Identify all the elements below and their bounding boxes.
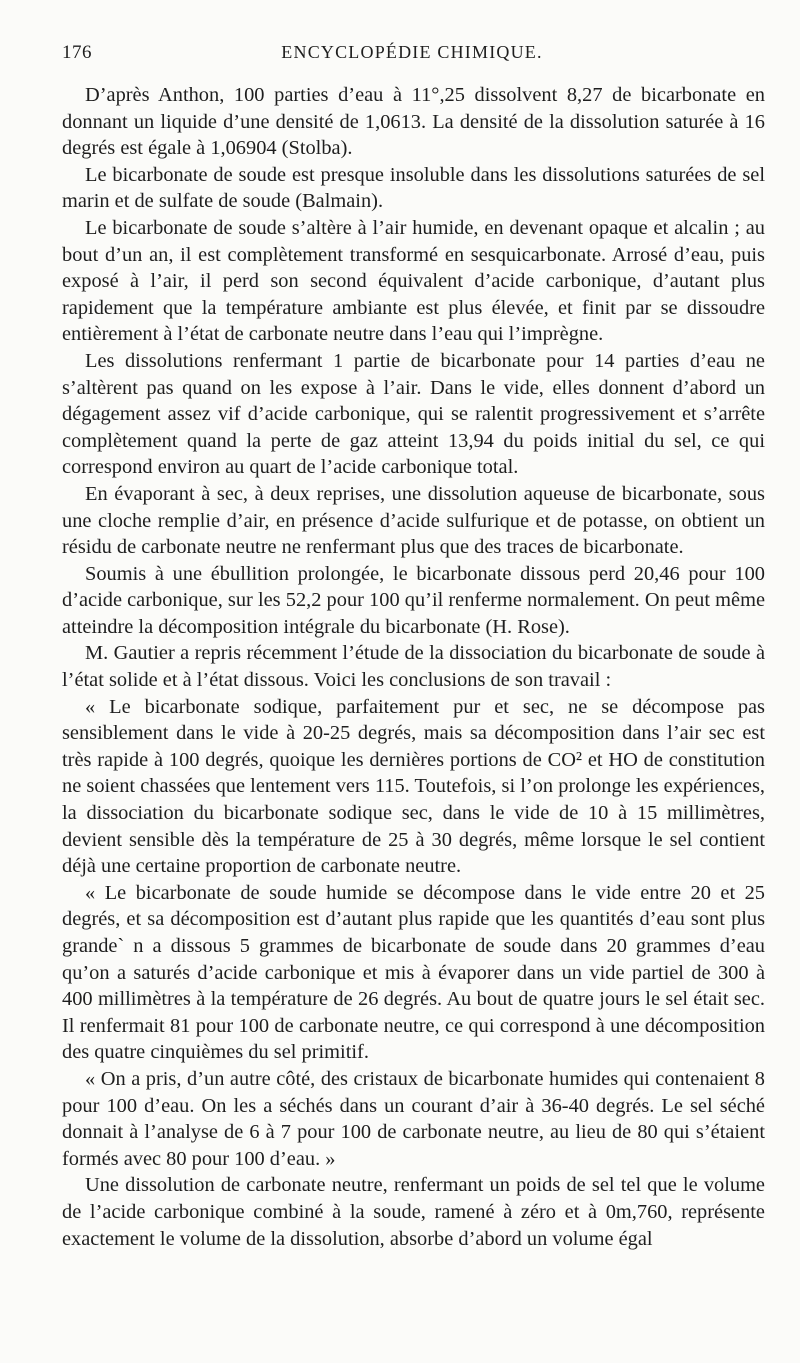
paragraph: « Le bicarbonate sodique, parfaitement pur et sec, ne se décompose pas sensiblement dans le vide à 20-25 degrés, mais sa décomposition dans l’air sec est très rapide à 100 degrés, quoique les dernières portions de CO² et HO de constitution ne soient chassées que lentement vers 115. Toutefois, si l’on prolonge les expériences, la dissociation du bicarbonate sodique sec, dans le vide de 10 à 15 millimètres, devient sensible dès la température de 25 à 30 degrés, même lorsque le sel contient déjà une certaine proportion de carbonate neutre. bbox=[62, 695, 765, 878]
body-text bbox=[62, 82, 765, 1252]
paragraph: Le bicarbonate de soude s’altère à l’air humide, en devenant opaque et alcalin ; au bout d’un an, il est complètement transformé en sesquicarbonate. Arrosé d’eau, puis exposé à l’air, il perd son second équivalent d’acide carbonique, d’autant plus rapidement que la température ambiante est plus élevée, et finit par se dissoudre entièrement à l’état de carbonate neutre dans l’eau qui l’imprègne. bbox=[62, 216, 765, 346]
paragraph: En évaporant à sec, à deux reprises, une dissolution aqueuse de bicarbonate, sous une cloche remplie d’air, en présence d’acide sulfurique et de potasse, on obtient un résidu de carbonate neutre ne renfermant plus que des traces de bicarbonate. bbox=[62, 482, 765, 559]
paragraph: Une dissolution de carbonate neutre, renfermant un poids de sel tel que le volume de l’acide carbonique combiné à la soude, ramené à zéro et à 0m,760, représente exactement le volume de la dissolution, absorbe d’abord un volume égal bbox=[62, 1174, 765, 1250]
page-header bbox=[62, 42, 762, 68]
paragraph: M. Gautier a repris récemment l’étude de la dissociation du bicarbonate de soude à l’état solide et à l’état dissous. Voici les conclusions de son travail : bbox=[62, 642, 765, 692]
paragraph: D’après Anthon, 100 parties d’eau à 11°,25 dissolvent 8,27 de bicarbonate en donnant un liquide d’une densité de 1,0613. La densité de la dissolution saturée à 16 degrés est égale à 1,06904 (Stolba). bbox=[62, 84, 765, 160]
paragraph: « Le bicarbonate de soude humide se décompose dans le vide entre 20 et 25 degrés, et sa décomposition est d’autant plus rapide que les quantités d’eau sont plus grande` n a dissous 5 grammes de bicarbonate de soude dans 20 grammes d’eau qu’on a saturés d’acide carbonique et mis à évaporer dans un vide partiel de 300 à 400 millimètres à la température de 26 degrés. Au bout de quatre jours le sel était sec. Il renfermait 81 pour 100 de carbonate neutre, ce qui correspond à une décomposition des quatre cinquièmes du sel primitif. bbox=[62, 881, 765, 1064]
paragraph: « On a pris, d’un autre côté, des cristaux de bicarbonate humides qui contenaient 8 pour 100 d’eau. On les a séchés dans un courant d’air à 36-40 degrés. Le sel séché donnait à l’analyse de 6 à 7 pour 100 de carbonate neutre, au lieu de 80 qui s’étaient formés avec 80 pour 100 d’eau. » bbox=[62, 1067, 765, 1170]
paragraph: Soumis à une ébullition prolongée, le bicarbonate dissous perd 20,46 pour 100 d’acide carbonique, sur les 52,2 pour 100 qu’il renferme normalement. On peut même atteindre la décomposition intégrale du bicarbonate (H. Rose). bbox=[62, 562, 765, 638]
page-number: 176 bbox=[62, 42, 92, 63]
paragraph: Les dissolutions renfermant 1 partie de bicarbonate pour 14 parties d’eau ne s’altèrent pas quand on les expose à l’air. Dans le vide, elles donnent d’abord un dégagement assez vif d’acide carbonique, qui se ralentit progressivement et s’arrête complètement quand la perte de gaz atteint 13,94 du poids initial du sel, ce qui correspond environ au quart de l’acide carbonique total. bbox=[62, 349, 765, 479]
running-title: ENCYCLOPÉDIE CHIMIQUE. bbox=[281, 42, 543, 62]
paragraph: Le bicarbonate de soude est presque insoluble dans les dissolutions saturées de sel marin et de sulfate de soude (Balmain). bbox=[62, 163, 765, 213]
